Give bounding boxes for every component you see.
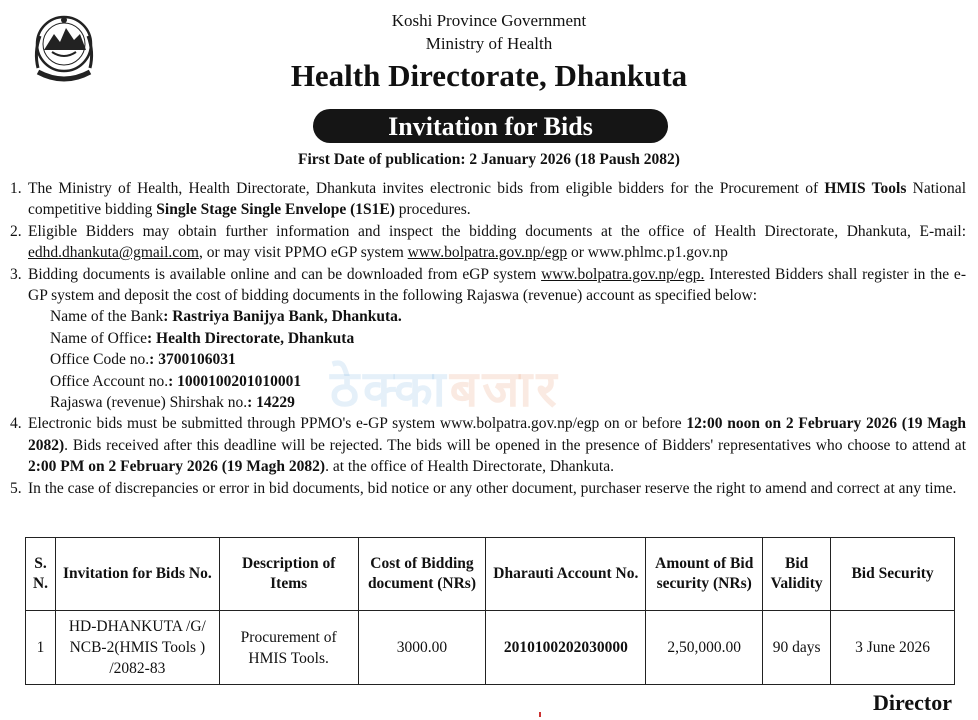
office-code-line <box>28 349 966 370</box>
text: procedures. <box>394 201 471 219</box>
paragraph-1 <box>10 178 966 221</box>
col-description: Description of Items <box>219 538 358 611</box>
bids-table <box>25 537 955 685</box>
col-security: Bid Security <box>831 538 955 611</box>
text: Eligible Bidders may obtain further information and inspect the bidding documents at the office of Health Directorate, Dhankuta, E-mail: <box>28 222 966 240</box>
cell-cost: 3000.00 <box>358 611 486 685</box>
invitation-banner: Invitation for Bids <box>313 109 668 143</box>
col-cost: Cost of Bidding document (NRs) <box>358 538 486 611</box>
cell-dharauti: 2010100202030000 <box>486 611 646 685</box>
email-link[interactable]: edhd.dhankuta@gmail.com <box>28 244 199 262</box>
paragraph-2 <box>10 221 966 264</box>
text: , or may visit PPMO eGP system <box>198 244 408 262</box>
watermark-part-1: ठेक्का <box>330 360 450 418</box>
office-account-line <box>28 371 966 392</box>
value: : Health Directorate, Dhankuta <box>146 329 355 347</box>
label: Name of the Bank <box>50 308 164 326</box>
procurement-item: HMIS Tools <box>824 180 907 197</box>
egp-link[interactable]: www.bolpatra.gov.np/egp. <box>541 265 705 283</box>
label: Name of Office <box>50 329 147 347</box>
text: Interested Bidders shall register in the e-GP system and deposit the cost of bidding documents in the following Rajaswa (revenue) account as specified below: <box>28 265 966 305</box>
value: : 3700106031 <box>149 351 236 369</box>
col-validity: Bid Validity <box>763 538 831 611</box>
text: . Bids received after this deadline will be rejected. The bids will be opened in the presence of Bidders' representatives who choose to attend at <box>64 436 966 454</box>
office-name-line <box>28 328 966 349</box>
col-amount: Amount of Bid security (NRs) <box>646 538 763 611</box>
cell-amount: 2,50,000.00 <box>646 611 763 685</box>
shirshak-line <box>28 392 966 413</box>
paragraph-number: 5. <box>10 479 22 497</box>
text: or www.phlmc.p1.gov.np <box>567 244 728 262</box>
label: Rajaswa (revenue) Shirshak no. <box>50 394 248 412</box>
signature-director: Director <box>873 690 952 715</box>
paragraph-number: 2. <box>10 222 22 240</box>
paragraph-4 <box>10 413 966 477</box>
label: Office Account no. <box>50 372 169 390</box>
text: National competitive bidding <box>28 180 966 219</box>
opening-time: 2:00 PM on 2 February 2026 (19 Magh 2082) <box>28 458 326 476</box>
cell-ifb-no: HD-DHANKUTA /G/ NCB-2(HMIS Tools ) /2082-83 <box>55 611 219 685</box>
ministry-name: Ministry of Health <box>425 34 553 53</box>
paragraph-3 <box>10 264 966 414</box>
paragraph-number: 4. <box>10 415 22 433</box>
value: : Rastriya Banijya Bank, Dhankuta. <box>163 308 402 326</box>
text: The Ministry of Health, Health Directorate, Dhankuta invites electronic bids from eligible bidders for the Procurement of <box>28 180 825 197</box>
col-dharauti: Dharauti Account No. <box>486 538 646 611</box>
government-name: Koshi Province Government <box>391 11 587 30</box>
publication-date: First Date of publication: 2 January 2026 (18 Paush 2082) <box>298 151 680 168</box>
cell-sn: 1 <box>26 611 56 685</box>
notice-body <box>10 178 966 499</box>
value: : 1000100201010001 <box>168 372 302 390</box>
bank-name-line <box>28 306 966 327</box>
paragraph-number: 1. <box>10 180 22 197</box>
egp-link[interactable]: www.bolpatra.gov.np/egp <box>407 244 568 262</box>
text: In the case of discrepancies or error in bid documents, bid notice or any other document, purchaser reserve the right to amend and correct at any time. <box>28 479 957 497</box>
procedure-type: Single Stage Single Envelope (1S1E) <box>156 201 395 219</box>
submission-deadline: 12:00 noon on 2 February 2026 (19 Magh 2082) <box>28 415 966 454</box>
cell-security: 3 June 2026 <box>831 611 955 685</box>
col-ifb-no: Invitation for Bids No. <box>55 538 219 611</box>
value: : 14229 <box>247 394 295 412</box>
col-sn: S. N. <box>26 538 56 611</box>
cell-validity: 90 days <box>763 611 831 685</box>
paragraph-number: 3. <box>10 265 22 283</box>
paragraph-5 <box>10 478 966 499</box>
cell-description: Procurement of HMIS Tools. <box>219 611 358 685</box>
directorate-title: Health Directorate, Dhankuta <box>290 58 688 93</box>
text: Electronic bids must be submitted through PPMO's e-GP system www.bolpatra.gov.np/egp on or before <box>28 415 687 433</box>
label: Office Code no. <box>50 351 150 369</box>
table-header-row <box>26 538 955 611</box>
text: Bidding documents is available online and can be downloaded from eGP system <box>28 265 542 283</box>
red-mark <box>539 712 541 717</box>
table-row <box>26 611 955 685</box>
watermark-part-2: बजार <box>449 360 561 418</box>
text: . at the office of Health Directorate, Dhankuta. <box>325 458 614 476</box>
